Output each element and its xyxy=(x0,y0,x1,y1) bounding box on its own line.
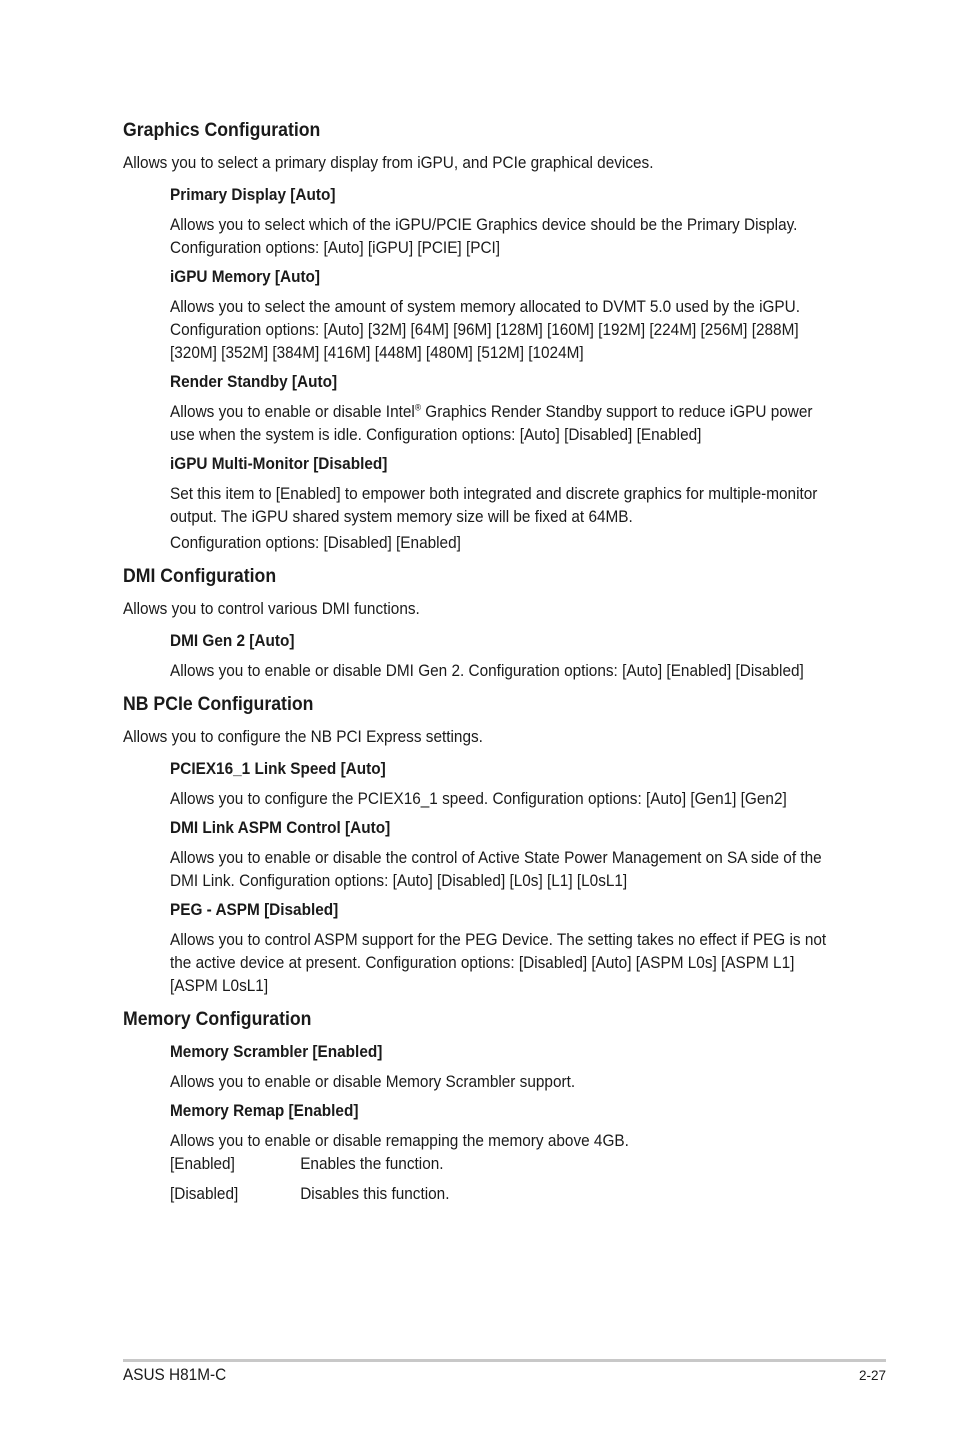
option-row-disabled xyxy=(170,1183,793,1206)
item-title: iGPU Memory [Auto] xyxy=(170,268,321,286)
item-description: Allows you to configure the PCIEX16_1 speed. Configuration options: [Auto] [Gen1] [Gen2] xyxy=(170,790,787,808)
item-title: Memory Remap [Enabled] xyxy=(170,1102,359,1120)
item-igpu-multi-monitor xyxy=(170,453,840,555)
item-description: Allows you to enable or disable the control of Active State Power Management on SA side of the DMI Link. Configuration options: [Auto] [Disabled] [L0s] [L1] [L0sL1] xyxy=(170,849,822,890)
item-primary-display xyxy=(170,184,840,260)
item-title: DMI Gen 2 [Auto] xyxy=(170,632,295,650)
item-title: iGPU Multi-Monitor [Disabled] xyxy=(170,455,388,473)
item-description: Allows you to enable or disable remapping the memory above 4GB. xyxy=(170,1132,629,1150)
option-value: Disables this function. xyxy=(300,1185,450,1203)
section-description: Allows you to select a primary display from iGPU, and PCIe graphical devices. xyxy=(123,154,654,172)
section-graphics-configuration xyxy=(123,119,843,555)
item-title: DMI Link ASPM Control [Auto] xyxy=(170,819,391,837)
item-dmi-link-aspm xyxy=(170,817,840,893)
page-content xyxy=(123,119,843,1216)
desc-part-a: Allows you to enable or disable Intel xyxy=(170,403,415,421)
section-description: Allows you to control various DMI functions. xyxy=(123,600,420,618)
section-dmi-configuration xyxy=(123,565,843,683)
item-description: Allows you to enable or disable Memory Scrambler support. xyxy=(170,1073,576,1091)
item-description: Allows you to select the amount of system memory allocated to DVMT 5.0 used by the iGPU. Configuration options: [Auto] [32M] [64M] [96M] [128M] [160M] [192M] [224M] [256M] [288M][320M] [352M] [384M] [416M] [448M] [480M] [512M] [1024M] xyxy=(170,298,801,362)
item-peg-aspm xyxy=(170,899,840,998)
item-memory-remap xyxy=(170,1100,840,1206)
item-config-options: Configuration options: [Disabled] [Enabled] xyxy=(170,534,461,552)
item-description: Allows you to enable or disable DMI Gen 2. Configuration options: [Auto] [Enabled] [Disabled] xyxy=(170,662,804,680)
option-value: Enables the function. xyxy=(300,1155,444,1173)
item-description xyxy=(170,401,840,447)
section-memory-configuration xyxy=(123,1008,843,1206)
item-title: Memory Scrambler [Enabled] xyxy=(170,1043,383,1061)
item-title: PEG - ASPM [Disabled] xyxy=(170,901,339,919)
footer-product-name: ASUS H81M-C xyxy=(123,1366,227,1384)
section-nb-pcie-configuration xyxy=(123,693,843,998)
footer-page-number: 2-27 xyxy=(858,1368,886,1383)
option-row-enabled xyxy=(170,1153,793,1176)
section-title: Graphics Configuration xyxy=(123,120,321,141)
option-key: [Enabled] xyxy=(170,1155,235,1173)
section-title: DMI Configuration xyxy=(123,566,277,587)
item-description: Allows you to select which of the iGPU/PCIE Graphics device should be the Primary Display. Configuration options: [Auto] [iGPU] [PCIE] [PCI] xyxy=(170,216,798,257)
item-description: Allows you to control ASPM support for the PEG Device. The setting takes no effect if PEG is not the active device at present. Configuration options: [Disabled] [Auto] [ASPM L0s] [ASPM L1] [ASPM L0sL1] xyxy=(170,931,827,995)
item-memory-scrambler xyxy=(170,1041,840,1094)
section-title: NB PCIe Configuration xyxy=(123,694,314,715)
item-dmi-gen2 xyxy=(170,630,840,683)
item-title: Primary Display [Auto] xyxy=(170,186,336,204)
registered-mark: ® xyxy=(414,402,421,413)
item-title: PCIEX16_1 Link Speed [Auto] xyxy=(170,760,386,778)
desc-part-b: Graphics Render Standby support to reduce iGPU power use when the system is idle. Configuration options: [Auto] [Disabled] [Enabled] xyxy=(170,403,813,444)
item-render-standby xyxy=(170,371,840,447)
section-description: Allows you to configure the NB PCI Express settings. xyxy=(123,728,483,746)
item-igpu-memory xyxy=(170,266,840,365)
item-title: Render Standby [Auto] xyxy=(170,373,338,391)
item-pciex16-link-speed xyxy=(170,758,840,811)
option-key: [Disabled] xyxy=(170,1185,239,1203)
section-title: Memory Configuration xyxy=(123,1009,312,1030)
item-description: Set this item to [Enabled] to empower both integrated and discrete graphics for multiple-monitor output. The iGPU shared system memory size will be fixed at 64MB. xyxy=(170,485,818,526)
footer-divider xyxy=(123,1359,886,1362)
